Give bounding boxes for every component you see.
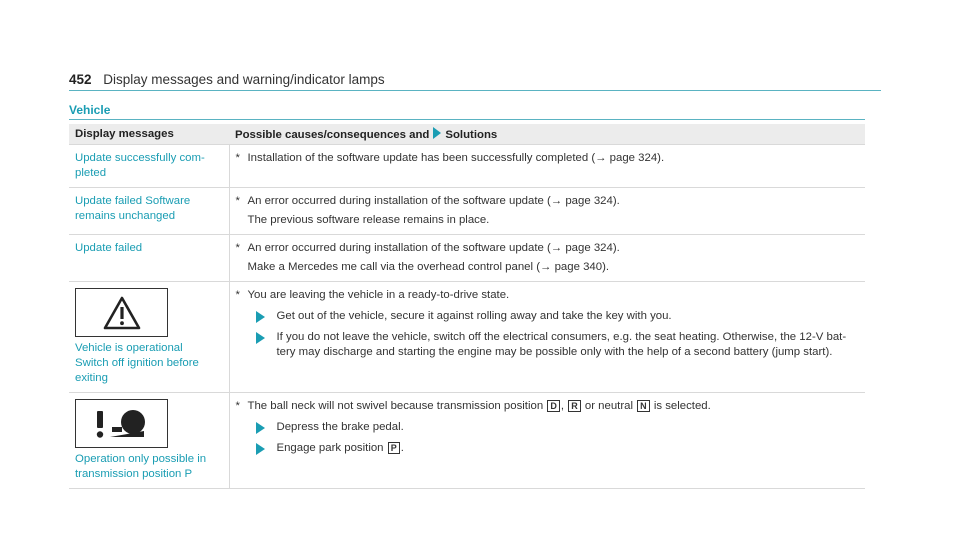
cause-cell	[229, 145, 865, 188]
table-header-row	[69, 124, 865, 145]
display-message: Operation only possible in transmission position P	[75, 453, 207, 480]
display-messages-table	[69, 124, 865, 489]
col-header-causes	[229, 124, 865, 145]
cause-text: Installation of the software update has been successfully completed (→ page 324).	[247, 152, 665, 164]
cause-text: You are leaving the vehicle in a ready-to-drive state.	[247, 289, 510, 301]
table-row	[69, 188, 865, 235]
solution-step: If you do not leave the vehicle, switch off the electrical consumers, e.g. the seat heating. Otherwise, the 12-V bat- tery may discharge and starting the engine may be possible only with the help of a second battery (jump start).	[276, 331, 847, 358]
cause-text-a: The ball neck will not swivel because transmission position	[247, 400, 544, 412]
message-cell	[69, 393, 229, 489]
bullet-star: *	[235, 400, 240, 412]
cause-cell	[229, 235, 865, 282]
solution-step: Get out of the vehicle, secure it against rolling away and take the key with you.	[276, 310, 672, 322]
solution-step: Depress the brake pedal.	[276, 421, 404, 433]
step-arrow-icon	[256, 443, 265, 455]
cause-note: Make a Mercedes me call via the overhead control panel (→ page 340).	[247, 261, 610, 273]
step-arrow-icon	[256, 311, 265, 323]
message-cell	[69, 282, 229, 393]
header-divider	[69, 90, 881, 91]
col-header-causes-text: Possible causes/consequences and	[235, 129, 430, 141]
solution-step-text: Engage park position	[276, 442, 384, 454]
section-title: Vehicle	[69, 103, 111, 117]
cause-text: An error occurred during installation of the software update (→ page 324).	[247, 242, 620, 254]
cause-text: The ball neck will not swivel because transmission position D , R or neutral N is selected.	[247, 400, 711, 412]
cause-note: The previous software release remains in place.	[247, 214, 490, 226]
bullet-star: *	[235, 242, 240, 254]
cause-cell	[229, 282, 865, 393]
solution-arrow-icon	[433, 127, 441, 139]
cause-text-b: or neutral	[584, 400, 633, 412]
table-row	[69, 145, 865, 188]
foot-brake-icon	[75, 399, 168, 448]
step-arrow-icon	[256, 422, 265, 434]
gear-p-symbol: P	[388, 442, 400, 454]
table-row	[69, 235, 865, 282]
step-arrow-icon	[256, 332, 265, 344]
bullet-star: *	[235, 289, 240, 301]
display-message: Update failed	[69, 235, 229, 282]
display-message: Vehicle is operational Switch off ignition before exiting	[75, 342, 199, 384]
table-row	[69, 282, 865, 393]
cause-text-c: is selected.	[653, 400, 711, 412]
display-message: Update failed Software remains unchanged	[69, 188, 229, 235]
page-header	[69, 72, 881, 87]
warning-triangle-icon	[75, 288, 168, 337]
solution-step: Engage park position P .	[276, 442, 404, 454]
cause-cell	[229, 188, 865, 235]
col-header-solutions: Solutions	[445, 129, 498, 141]
cause-text: An error occurred during installation of the software update (→ page 324).	[247, 195, 620, 207]
gear-n-symbol: N	[637, 400, 650, 412]
gear-d-symbol: D	[547, 400, 560, 412]
page-number: 452	[69, 72, 92, 87]
cause-cell	[229, 393, 865, 489]
display-message: Update successfully com- pleted	[69, 145, 229, 188]
gear-r-symbol: R	[568, 400, 581, 412]
bullet-star: *	[235, 195, 240, 207]
col-header-messages: Display messages	[69, 124, 229, 145]
section-divider	[69, 119, 865, 120]
bullet-star: *	[235, 152, 240, 164]
table-row	[69, 393, 865, 489]
header-title: Display messages and warning/indicator lamps	[103, 72, 385, 87]
